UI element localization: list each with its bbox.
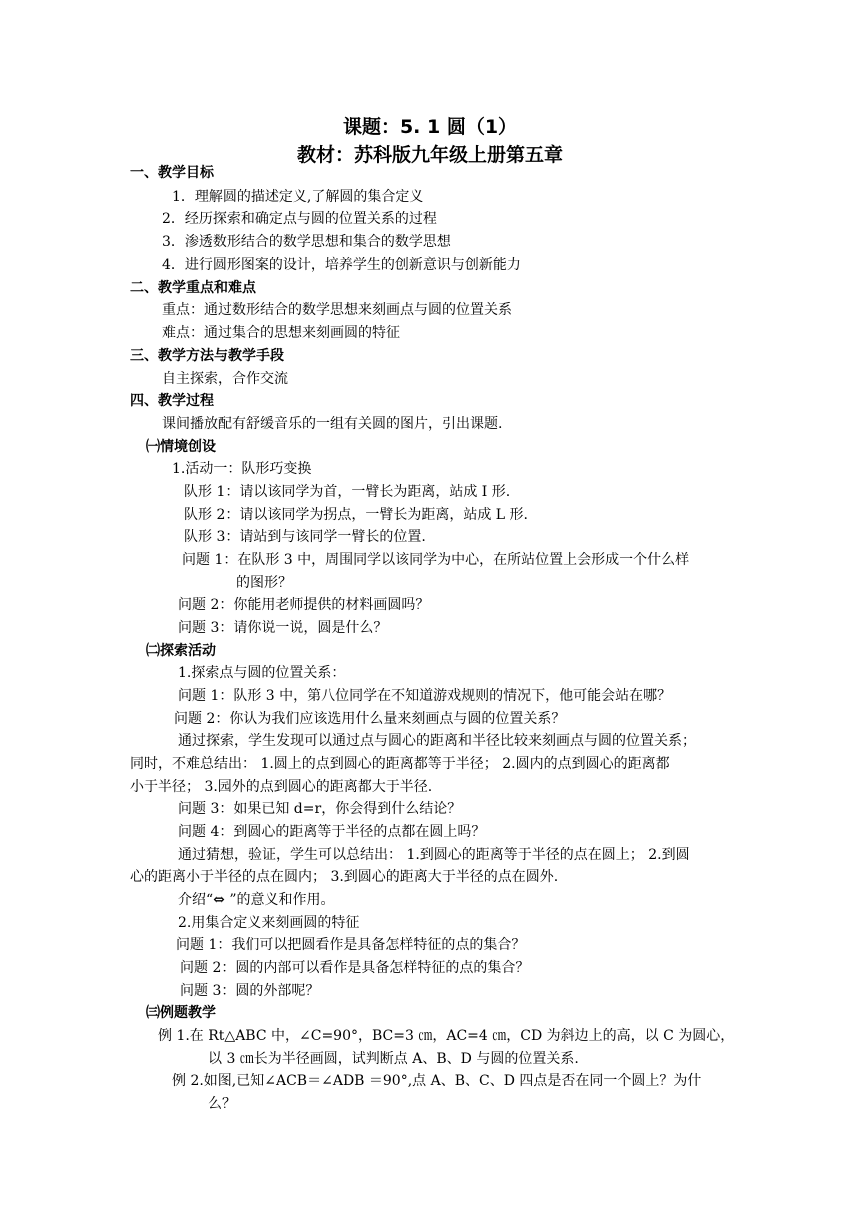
section-heading-objectives: 一、教学目标: [130, 165, 214, 181]
difficult-point-text: 难点：通过集合的思想来刻画圆的特征: [162, 325, 400, 341]
question-text: 问题 2：你能用老师提供的材料画圆吗？: [178, 597, 430, 613]
symbol-intro-suffix: ”的意义和作用。: [224, 892, 335, 908]
objective-item: 4．进行圆形图案的设计，培养学生的创新意识与创新能力: [162, 257, 521, 273]
objective-item: 1．理解圆的描述定义,了解圆的集合定义: [172, 189, 424, 205]
subsection-title: 2.用集合定义来刻画圆的特征: [178, 915, 360, 931]
part-heading-examples: ㈢例题教学: [146, 1005, 216, 1021]
part-heading-scenario: ㈠情境创设: [146, 439, 216, 455]
lesson-title: 课题：5. 1 圆（1）: [342, 116, 518, 138]
paragraph-line: 心的距离小于半径的点在圆内； 3.到圆心的距离大于半径的点在圆外.: [130, 869, 559, 885]
example-line: 以 3 ㎝长为半径画圆，试判断点 A、B、D 与圆的位置关系.: [208, 1051, 579, 1067]
example-line: 么？: [208, 1096, 236, 1112]
section-heading-process: 四、教学过程: [130, 393, 214, 409]
question-text: 问题 1：在队形 3 中，周围同学以该同学为中心，在所站位置上会形成一个什么样: [182, 552, 690, 568]
formation-item: 队形 3：请站到与该同学一臂长的位置.: [184, 529, 426, 545]
formation-item: 队形 2：请以该同学为拐点，一臂长为距离，站成 L 形.: [184, 507, 529, 523]
question-text: 问题 1：我们可以把圆看作是具备怎样特征的点的集合？: [176, 937, 526, 953]
activity-title: 1.活动一：队形巧变换: [172, 461, 312, 477]
process-intro: 课间播放配有舒缓音乐的一组有关圆的图片，引出课题.: [162, 416, 503, 432]
question-text: 问题 2：圆的内部可以看作是具备怎样特征的点的集合？: [180, 960, 530, 976]
example-line: 例 2.如图,已知∠ACB＝∠ADB ＝90°,点 A、B、C、D 四点是否在同一个圆上？为什: [172, 1073, 702, 1089]
symbol-intro-prefix: 介绍“: [178, 892, 214, 908]
section-heading-methods: 三、教学方法与教学手段: [130, 348, 284, 364]
subsection-title: 1.探索点与圆的位置关系：: [178, 665, 346, 681]
section-heading-key-points: 二、教学重点和难点: [130, 280, 256, 296]
key-point-text: 重点：通过数形结合的数学思想来刻画点与圆的位置关系: [162, 302, 512, 318]
question-text: 的图形？: [236, 575, 292, 591]
paragraph-line: 通过探索，学生发现可以通过点与圆心的距离和半径比较来刻画点与圆的位置关系；: [178, 733, 696, 749]
symbol-intro-line: [178, 890, 335, 910]
formation-item: 队形 1：请以该同学为首，一臂长为距离，站成 I 形.: [184, 484, 511, 500]
example-line: 例 1.在 Rt△ABC 中，∠C=90°，BC=3 ㎝，AC=4 ㎝，CD 为斜边上的高，以 C 为圆心，: [158, 1028, 735, 1044]
paragraph-line: 小于半径； 3.园外的点到圆心的距离都大于半径.: [130, 779, 433, 795]
paragraph-line: 同时，不难总结出： 1.圆上的点到圆心的距离都等于半径； 2.圆内的点到圆心的距离都: [130, 756, 670, 772]
part-heading-exploration: ㈡探索活动: [146, 643, 216, 659]
objective-item: 3．渗透数形结合的数学思想和集合的数学思想: [162, 234, 451, 250]
question-text: 问题 4：到圆心的距离等于半径的点都在圆上吗？: [178, 824, 486, 840]
question-text: 问题 2：你认为我们应该选用什么量来刻画点与圆的位置关系？: [174, 711, 566, 727]
paragraph-line: 通过猜想，验证，学生可以总结出： 1.到圆心的距离等于半径的点在圆上； 2.到圆: [178, 847, 690, 863]
question-text: 问题 1：队形 3 中，第八位同学在不知道游戏规则的情况下，他可能会站在哪？: [178, 688, 672, 704]
question-text: 问题 3：圆的外部呢？: [180, 983, 320, 999]
objective-item: 2．经历探索和确定点与圆的位置关系的过程: [162, 211, 437, 227]
methods-text: 自主探索，合作交流: [162, 371, 288, 387]
textbook-title: 教材：苏科版九年级上册第五章: [296, 144, 563, 166]
question-text: 问题 3：请你说一说，圆是什么？: [178, 620, 388, 636]
question-text: 问题 3：如果已知 d=r，你会得到什么结论？: [178, 801, 462, 817]
iff-symbol: ⇔: [213, 892, 225, 908]
